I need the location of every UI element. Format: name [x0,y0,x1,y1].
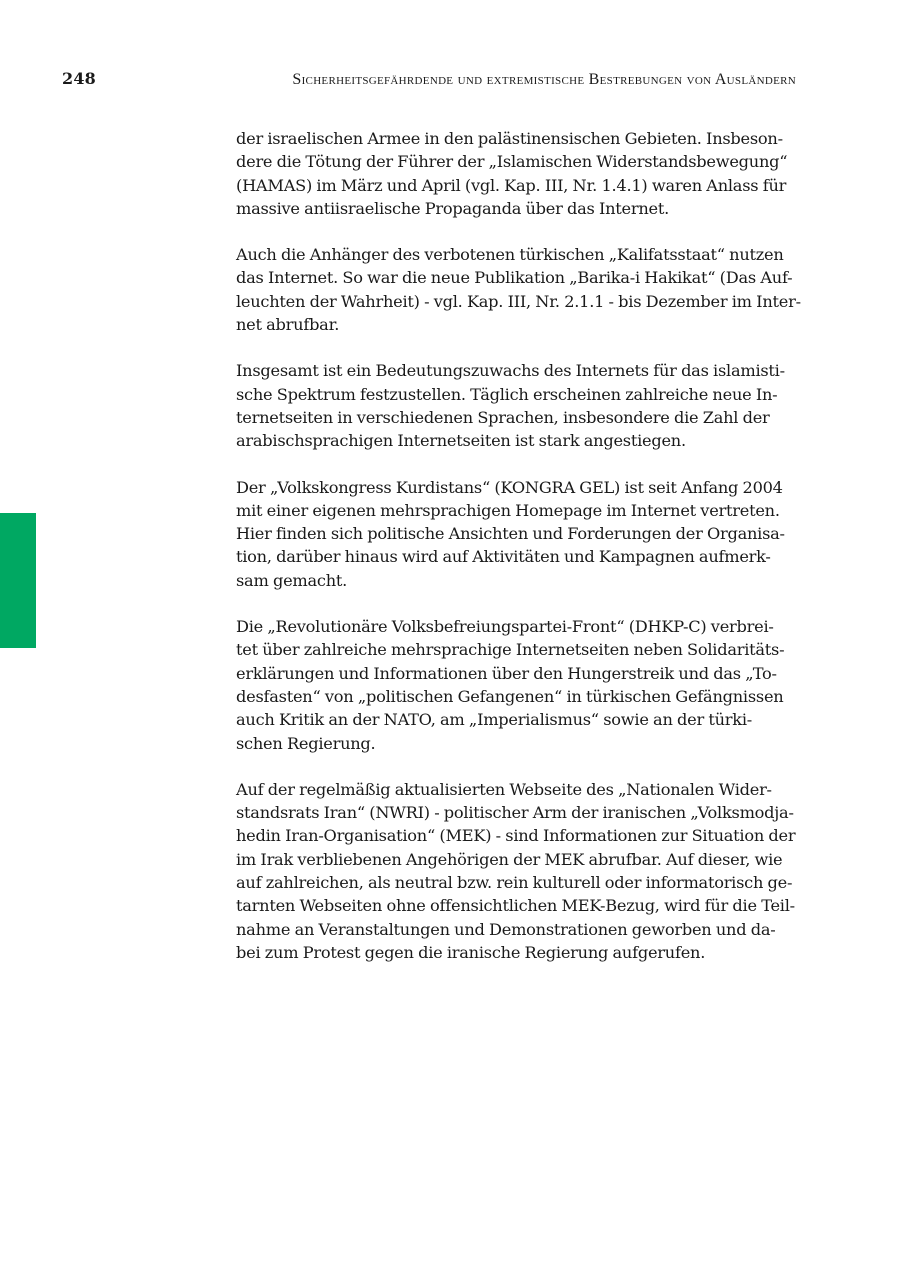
text-line: Insgesamt ist ein Bedeutungszuwachs des Internets für das islamisti- [236,361,785,381]
text-line: hedin Iran-Organisation“ (MEK) - sind Informationen zur Situation der [236,826,796,846]
text-line: (HAMAS) im März und April (vgl. Kap. III, Nr. 1.4.1) waren Anlass für [236,175,787,195]
text-line: auch Kritik an der NATO, am „Imperialismus“ sowie an der türki- [236,710,752,730]
text-line: leuchten der Wahrheit) - vgl. Kap. III, Nr. 2.1.1 - bis Dezember im Inter- [236,291,801,311]
text-line: tarnten Webseiten ohne offensichtlichen MEK-Bezug, wird für die Teil- [236,896,795,916]
text-line: Der „Volkskongress Kurdistans“ (KONGRA GEL) ist seit Anfang 2004 [236,477,783,497]
chapter-tab-marker [0,513,36,648]
text-line: tion, darüber hinaus wird auf Aktivitäten und Kampagnen aufmerk- [236,547,771,567]
text-line: arabischsprachigen Internetseiten ist stark angestiegen. [236,431,686,451]
text-line: tet über zahlreiche mehrsprachige Internetseiten neben Solidaritäts- [236,640,785,660]
text-line: Auf der regelmäßig aktualisierten Webseite des „Nationalen Wider- [236,779,772,799]
text-line: schen Regierung. [236,733,376,753]
text-line: im Irak verbliebenen Angehörigen der MEK abrufbar. Auf dieser, wie [236,849,783,869]
text-line: dere die Tötung der Führer der „Islamischen Widerstandsbewegung“ [236,152,788,172]
text-line: Hier finden sich politische Ansichten und Forderungen der Organisa- [236,524,785,544]
body-text [236,127,808,987]
text-line: Auch die Anhänger des verbotenen türkischen „Kalifatsstaat“ nutzen [236,245,784,265]
text-line: Die „Revolutionäre Volksbefreiungspartei-Front“ (DHKP-C) verbrei- [236,617,774,637]
paragraph-4 [236,476,808,592]
paragraph-3 [236,359,808,452]
text-line: erklärungen und Informationen über den Hungerstreik und das „To- [236,663,777,683]
text-line: massive antiisraelische Propaganda über das Internet. [236,198,670,218]
paragraph-1 [236,127,808,220]
text-line: sche Spektrum festzustellen. Täglich erscheinen zahlreiche neue In- [236,384,778,404]
text-line: bei zum Protest gegen die iranische Regierung aufgerufen. [236,942,706,962]
text-line: auf zahlreichen, als neutral bzw. rein kulturell oder informatorisch ge- [236,873,793,893]
text-line: das Internet. So war die neue Publikation „Barika-i Hakikat“ (Das Auf- [236,268,793,288]
text-line: standsrats Iran“ (NWRI) - politischer Arm der iranischen „Volksmodja- [236,803,794,823]
text-line: ternetseiten in verschiedenen Sprachen, insbesondere die Zahl der [236,407,770,427]
running-header: Sicherheitsgefährdende und extremistische Bestrebungen von Ausländern [292,71,796,88]
paragraph-5 [236,615,808,755]
text-line: nahme an Veranstaltungen und Demonstrationen geworben und da- [236,919,776,939]
text-line: desfasten“ von „politischen Gefangenen“ in türkischen Gefängnissen [236,686,784,706]
text-line: sam gemacht. [236,570,348,590]
paragraph-2 [236,243,808,336]
text-line: der israelischen Armee in den palästinensischen Gebieten. Insbeson- [236,129,783,148]
paragraph-6 [236,778,808,964]
text-line: net abrufbar. [236,315,340,335]
text-line: mit einer eigenen mehrsprachigen Homepage im Internet vertreten. [236,500,780,520]
page-number: 248 [62,69,96,88]
